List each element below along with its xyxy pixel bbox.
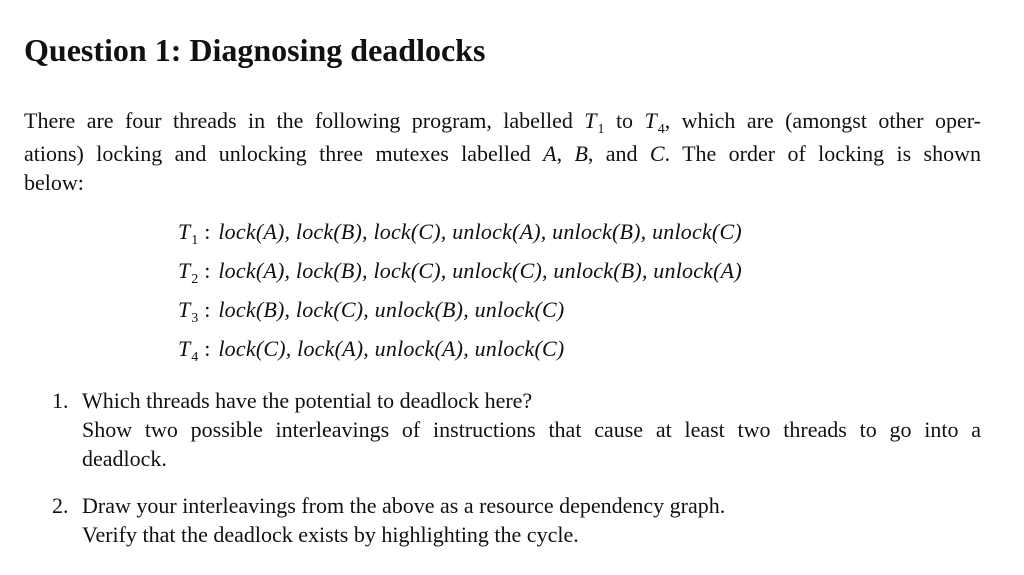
thread-subscript: 4 xyxy=(657,122,665,137)
operation-sequence: lock(C), lock(A), unlock(A), unlock(C) xyxy=(218,336,565,361)
question-line: Show two possible interleavings of instructions that cause at least two threads to go into a xyxy=(82,417,981,442)
question-line: Draw your interleavings from the above as a resource dependency graph. xyxy=(82,493,726,518)
thread-subscript: 1 xyxy=(191,233,199,248)
mutex-symbol-a: A xyxy=(543,141,557,166)
intro-line-3: below: xyxy=(24,170,84,195)
mutex-symbol-b: B xyxy=(574,141,588,166)
thread-label xyxy=(178,336,199,365)
thread-symbol-t1 xyxy=(584,108,605,137)
operation-sequence: lock(A), lock(B), lock(C), unlock(A), unlock(B), unlock(C) xyxy=(218,219,742,244)
thread-sequence-t1 xyxy=(178,214,742,253)
thread-subscript: 2 xyxy=(191,272,199,287)
question-line: Which threads have the potential to deadlock here? xyxy=(82,388,533,413)
intro-line-2 xyxy=(24,139,981,168)
thread-letter: T xyxy=(644,108,657,133)
question-line: Verify that the deadlock exists by highlighting the cycle. xyxy=(82,522,579,547)
thread-sequence-t2 xyxy=(178,253,742,292)
thread-label xyxy=(178,219,199,248)
intro-text: . The order of locking is shown xyxy=(664,141,981,166)
question-number: 1. xyxy=(52,388,69,413)
thread-subscript: 3 xyxy=(191,311,199,326)
question-line: deadlock. xyxy=(82,446,167,471)
colon: : xyxy=(204,336,211,361)
thread-letter: T xyxy=(178,297,191,322)
operation-sequence: lock(B), lock(C), unlock(B), unlock(C) xyxy=(218,297,565,322)
thread-letter: T xyxy=(178,219,191,244)
question-number: 2. xyxy=(52,493,69,518)
thread-subscript: 1 xyxy=(597,122,605,137)
intro-text: There are four threads in the following program, labelled xyxy=(24,108,585,133)
thread-lock-sequences xyxy=(178,214,742,370)
thread-label xyxy=(178,297,199,326)
question-body xyxy=(82,386,981,473)
thread-letter: T xyxy=(178,258,191,283)
colon: : xyxy=(204,258,211,283)
thread-sequence-t3 xyxy=(178,292,742,331)
thread-letter: T xyxy=(584,108,597,133)
thread-symbol-t4 xyxy=(644,108,665,137)
thread-sequence-t4 xyxy=(178,331,742,370)
thread-subscript: 4 xyxy=(191,350,199,365)
mutex-symbol-c: C xyxy=(649,141,665,166)
intro-text: to xyxy=(604,108,645,133)
thread-label xyxy=(178,258,199,287)
intro-text: , which are (amongst other oper- xyxy=(664,108,981,133)
intro-line-1 xyxy=(24,106,981,139)
thread-letter: T xyxy=(178,336,191,361)
intro-text: ations) locking and unlocking three mutexes labelled xyxy=(24,141,544,166)
intro-text: , and xyxy=(587,141,650,166)
intro-text: , xyxy=(556,141,575,166)
page-title: Question 1: Diagnosing deadlocks xyxy=(24,32,486,68)
question-body xyxy=(82,491,981,549)
operation-sequence: lock(A), lock(B), lock(C), unlock(C), unlock(B), unlock(A) xyxy=(218,258,742,283)
colon: : xyxy=(204,297,211,322)
colon: : xyxy=(204,219,211,244)
intro-paragraph xyxy=(24,106,981,197)
